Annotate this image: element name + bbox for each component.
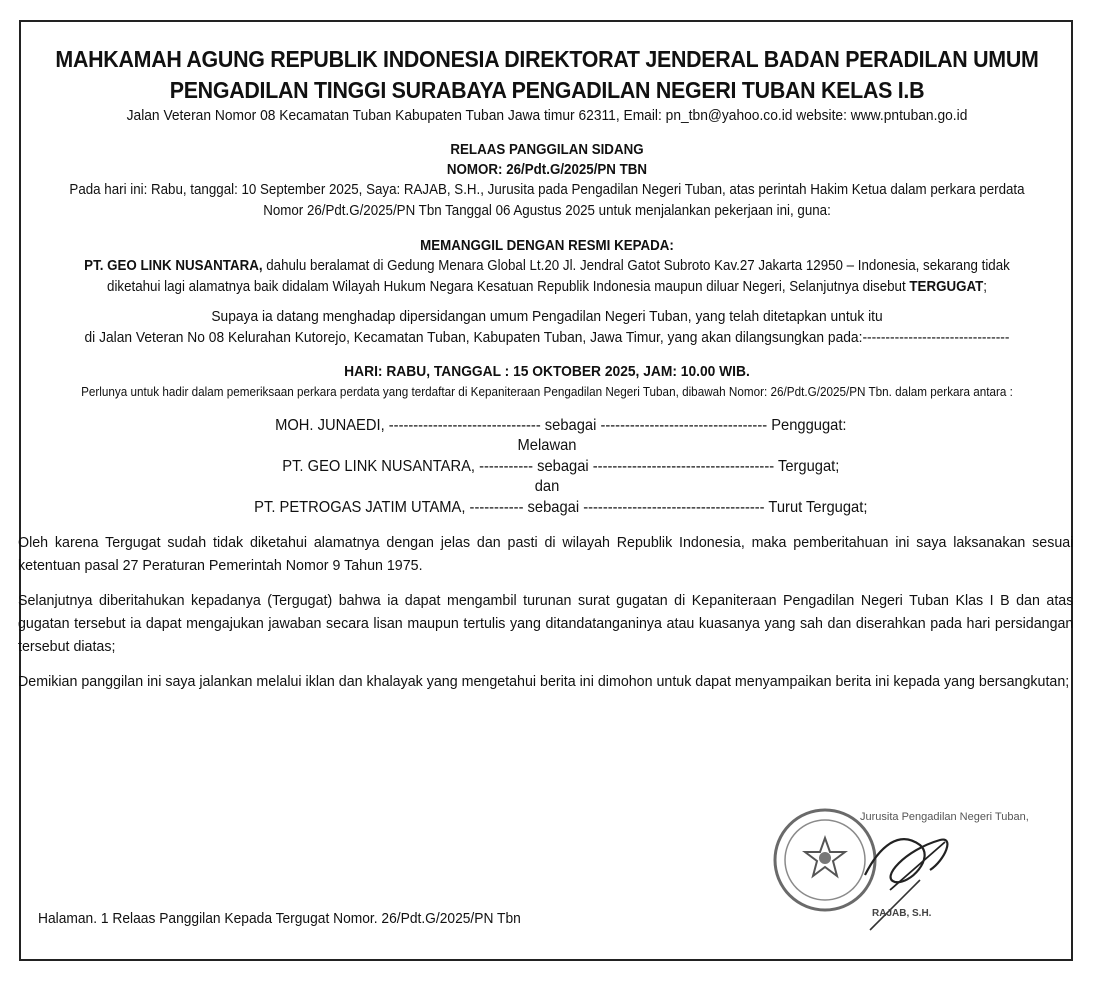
summons-heading: MEMANGGIL DENGAN RESMI KEPADA:	[420, 238, 674, 254]
footer-page-note: Halaman. 1 Relaas Panggilan Kepada Tergugat Nomor. 26/Pdt.G/2025/PN Tbn	[38, 910, 521, 927]
tergugat-label: TERGUGAT	[909, 279, 984, 295]
summons-line-2-text: diketahui lagi alamatnya baik didalam Wilayah Hukum Negara Kesatuan Republik Indonesia maupun diluar Negeri, Selanjutnya disebut	[107, 279, 910, 295]
relaas-number: NOMOR: 26/Pdt.G/2025/PN TBN	[446, 162, 648, 178]
paragraph-3: Demikian panggilan ini saya jalankan melalui iklan dan khalayak yang mengetahui berita ini dimohon untuk dapat menyampaikan berita ini kepada yang bersangkutan;	[18, 673, 1070, 690]
summons-line-2-end: ;	[983, 279, 987, 295]
summons-line-2	[60, 277, 1033, 298]
signature-name: RAJAB, S.H.	[872, 908, 932, 919]
intro-line-1: Pada hari ini: Rabu, tanggal: 10 September 2025, Saya: RAJAB, S.H., Jurusita pada Pengadilan Negeri Tuban, atas perintah Hakim Ketua dalam perkara perdata	[69, 182, 1025, 198]
hearing-date: HARI: RABU, TANGGAL : 15 OKTOBER 2025, JAM: 10.00 WIB.	[344, 363, 750, 380]
header-line-2: PENGADILAN TINGGI SURABAYA PENGADILAN NEGERI TUBAN KELAS I.B	[169, 77, 925, 103]
summons-line-1	[60, 256, 1033, 277]
hearing-note: Perlunya untuk hadir dalam pemeriksaan perkara perdata yang terdaftar di Kepaniteraan Pengadilan Negeri Tuban, dibawah Nomor: 26/Pdt.G/2025/PN Tbn. dalam perkara antara :	[81, 384, 1013, 399]
summons-party-name: PT. GEO LINK NUSANTARA,	[84, 258, 263, 274]
summons-line-1-text: dahulu beralamat di Gedung Menara Global Lt.20 Jl. Jendral Gatot Subroto Kav.27 Jakarta 12950 – Indonesia, sekarang tidak	[262, 258, 1010, 274]
signature-title: Jurusita Pengadilan Negeri Tuban,	[860, 811, 1029, 823]
intro-line-2: Nomor 26/Pdt.G/2025/PN Tbn Tanggal 06 Agustus 2025 untuk menjalankan pekerjaan ini, guna:	[263, 203, 831, 219]
party-co-defendant: PT. PETROGAS JATIM UTAMA, ----------- sebagai ------------------------------------- Turut Tergugat;	[254, 499, 868, 516]
header-address: Jalan Veteran Nomor 08 Kecamatan Tuban Kabupaten Tuban Jawa timur 62311, Email: pn_tbn@yahoo.co.id website: www.pntuban.go.id	[126, 107, 968, 124]
document-body	[18, 44, 1076, 693]
court-seal-signature	[770, 790, 1030, 940]
attend-line-2: di Jalan Veteran No 08 Kelurahan Kutorejo, Kecamatan Tuban, Kabupaten Tuban, Jawa Timur, yang akan dilangsungkan pada:--------------------------------	[84, 329, 1010, 346]
party-and: dan	[534, 478, 560, 495]
attend-line-1: Supaya ia datang menghadap dipersidangan umum Pengadilan Negeri Tuban, yang telah ditetapkan untuk itu	[211, 308, 883, 325]
paragraph-2: Selanjutnya diberitahukan kepadanya (Tergugat) bahwa ia dapat mengambil turunan surat gugatan di Kepaniteraan Pengadilan Negeri Tuban Klas I B dan atas gugatan tersebut ia dapat mengajukan jawaban secara lisan maupun tertulis yang ditandatanganinya atau kuasanya yang sah dan diserahkan pada hari persidangan tersebut diatas;	[18, 592, 1074, 655]
paragraph-1: Oleh karena Tergugat sudah tidak diketahui alamatnya dengan jelas dan pasti di wilayah Republik Indonesia, maka pemberitahuan ini saya laksanakan sesuai ketentuan pasal 27 Peraturan Pemerintah Nomor 9 Tahun 1975.	[18, 534, 1074, 574]
party-defendant: PT. GEO LINK NUSANTARA, ----------- sebagai ------------------------------------- Tergugat;	[282, 458, 840, 475]
party-plaintiff: MOH. JUNAEDI, ------------------------------- sebagai ---------------------------------- Penggugat:	[275, 417, 847, 434]
header-line-1: MAHKAMAH AGUNG REPUBLIK INDONESIA DIREKTORAT JENDERAL BADAN PERADILAN UMUM	[55, 46, 1039, 72]
relaas-title: RELAAS PANGGILAN SIDANG	[450, 142, 644, 158]
party-versus: Melawan	[517, 437, 577, 454]
